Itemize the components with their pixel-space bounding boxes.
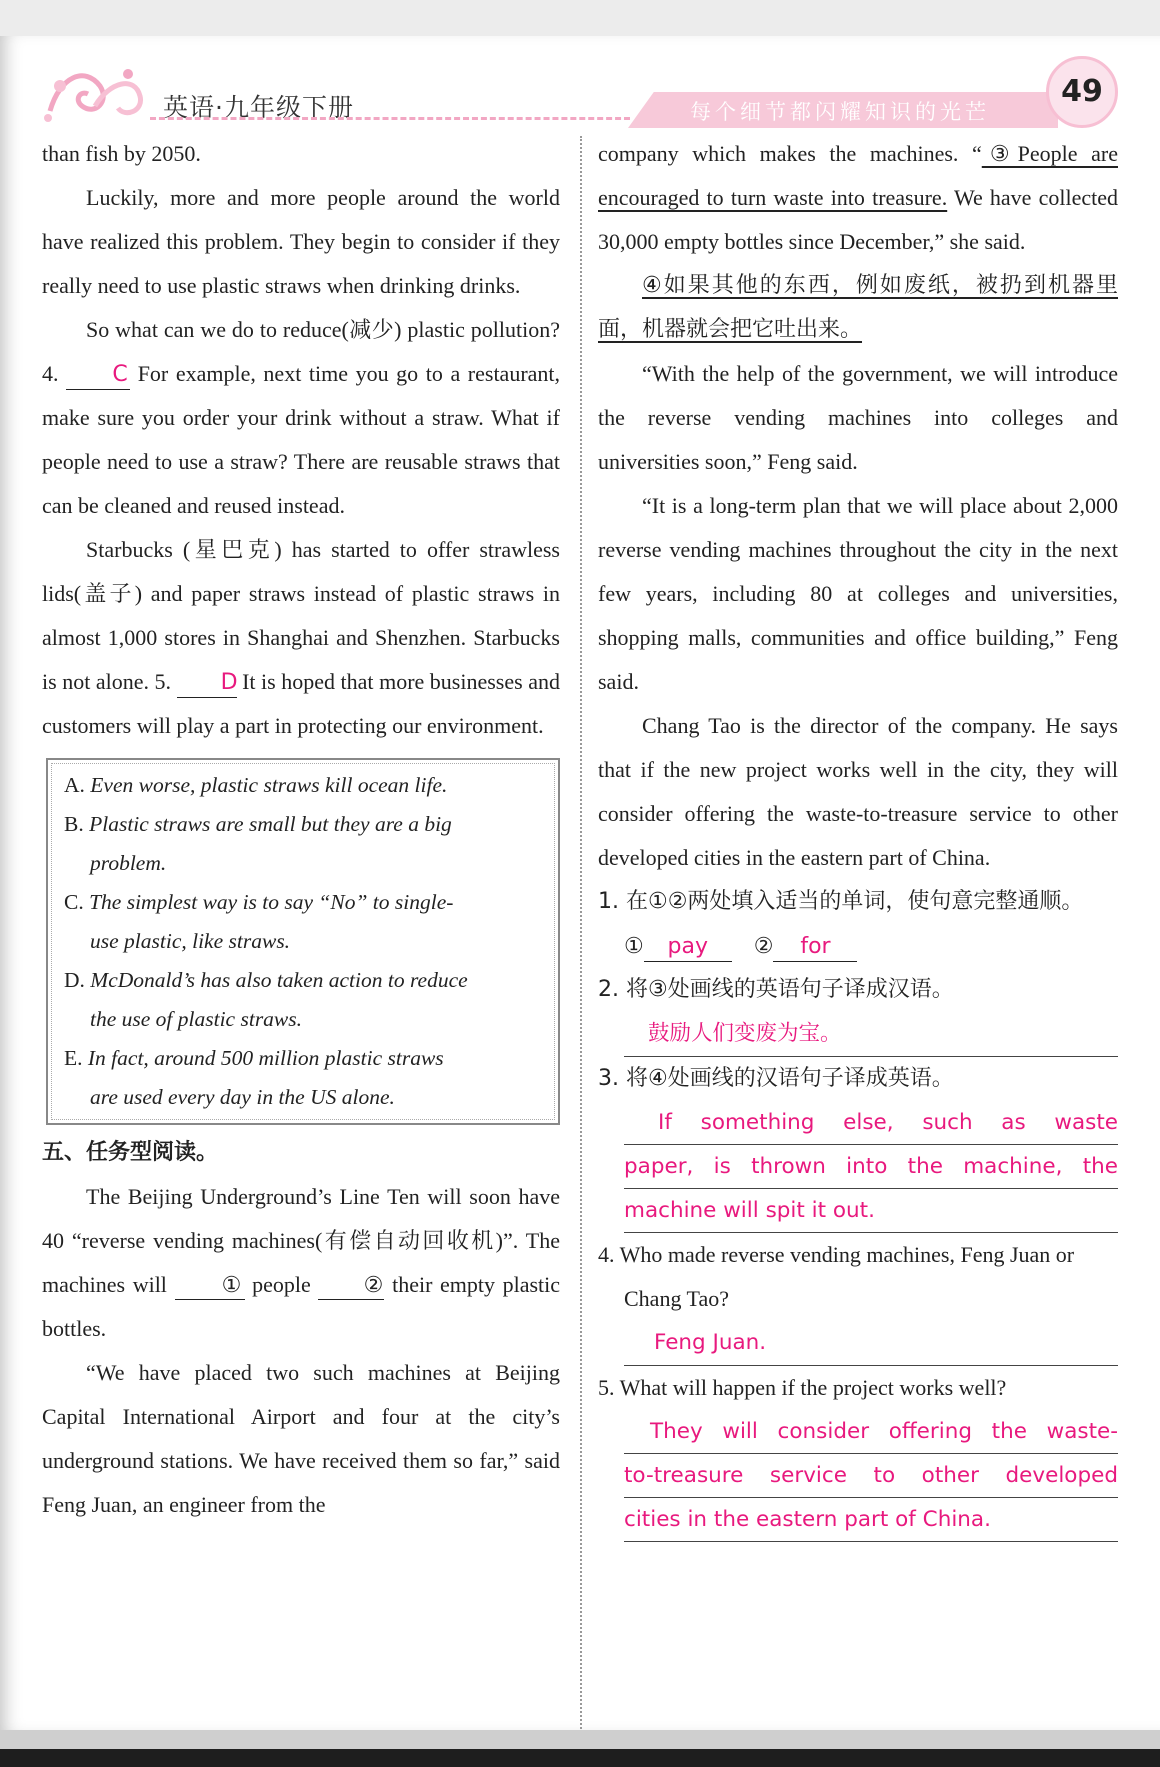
top-margin — [0, 0, 1160, 36]
question-1: 1. 在①②两处填入适当的单词，使句意完整通顺。 — [598, 889, 1084, 914]
answer-blank-5: D — [177, 669, 237, 698]
question-1-answers: ① pay ② for — [598, 924, 1118, 968]
header-dashed-line — [150, 117, 630, 120]
underlined-sentence-3: ③People are encouraged to turn waste into treasure. — [598, 141, 1118, 210]
blank-1: ① — [175, 1271, 245, 1300]
option-c: C. The simplest way is to say “No” to single- — [64, 890, 454, 914]
blank-2: ② — [318, 1271, 384, 1300]
workbook-page — [0, 36, 1160, 1730]
question-5: 5. What will happen if the project works well? — [598, 1375, 1007, 1400]
bottom-margin — [0, 1730, 1160, 1767]
underlined-sentence-4: ④如果其他的东西，例如废纸，被扔到机器里面，机器就会把它吐出来。 — [598, 273, 1118, 342]
column-divider — [580, 136, 582, 1736]
left-column — [42, 132, 560, 1527]
option-e-cont: are used every day in the US alone. — [90, 1085, 395, 1109]
answer-1: pay — [644, 933, 732, 962]
option-b-cont: problem. — [90, 851, 167, 875]
option-e: E. In fact, around 500 million plastic straws — [64, 1046, 444, 1070]
page-number: 49 — [1061, 74, 1103, 109]
option-c-cont: use plastic, like straws. — [90, 929, 291, 953]
option-b: B. Plastic straws are small but they are a big — [64, 812, 452, 836]
motto-text: 每个细节都闪耀知识的光芒 — [690, 100, 990, 124]
paragraph: “It is a long-term plan that we will place about 2,000 reverse vending machines throughout the city in the next few years, including 80 at colleges and universities, shopping malls, communities and office building,” Feng said. — [598, 493, 1118, 694]
paragraph: The Beijing Underground’s Line Ten will soon have 40 “reverse vending machines(有偿自动回收机)”. The machines will ① people ② their empty plastic bottles. — [42, 1184, 561, 1341]
option-d: D. McDonald’s has also taken action to reduce — [64, 968, 468, 992]
paragraph: than fish by 2050. — [42, 141, 201, 166]
question-2-answer: 鼓励人们变废为宝。 — [624, 1012, 1118, 1057]
paragraph: “With the help of the government, we will introduce the reverse vending machines into colleges and universities soon,” Feng said. — [598, 361, 1118, 474]
question-3-answer: If something else, such as waste paper, is thrown into the machine, the machine will spit it out. — [624, 1101, 1118, 1233]
page-header — [0, 36, 1160, 136]
paragraph: company which makes the machines. “③People are encouraged to turn waste into treasure. We have collected 30,000 empty bottles since December,” she said. — [598, 141, 1118, 254]
question-2: 2. 将③处画线的英语句子译成汉语。 — [598, 977, 954, 1002]
section-title: 五、任务型阅读。 — [42, 1140, 219, 1165]
book-title: 英语·九年级下册 — [163, 93, 354, 122]
paragraph: Luckily, more and more people around the world have realized this problem. They begin to consider if they really need to use plastic straws when drinking drinks. — [42, 185, 560, 298]
option-d-cont: the use of plastic straws. — [90, 1007, 303, 1031]
paragraph: So what can we do to reduce(减少) plastic pollution? 4. C For example, next time you go to a restaurant, make sure you order your drink without a straw. What if people need to use a straw? There are reusable straws that can be cleaned and reused instead. — [42, 317, 561, 518]
question-4: 4. Who made reverse vending machines, Feng Juan or Chang Tao? — [598, 1242, 1075, 1311]
floral-ornament-icon — [40, 56, 150, 126]
paragraph: Starbucks (星巴克) has started to offer strawless lids(盖子) and paper straws instead of plastic straws in almost 1,000 stores in Shanghai and Shenzhen. Starbucks is not alone. 5. D It is hoped that more businesses and customers will play a part in protecting our environment. — [42, 537, 560, 738]
options-box — [46, 758, 560, 1125]
question-5-answer: They will consider offering the waste- to-treasure service to other developed cities in the eastern part of China. — [624, 1410, 1118, 1542]
paragraph: “We have placed two such machines at Beijing Capital International Airport and four at the city’s underground stations. We have received them so far,” said Feng Juan, an engineer from the — [42, 1360, 560, 1517]
question-4-answer: Feng Juan. — [624, 1321, 1118, 1366]
answer-blank-4: C — [66, 361, 130, 390]
paragraph — [598, 264, 1118, 352]
option-a: A. Even worse, plastic straws kill ocean life. — [64, 773, 448, 797]
answer-2: for — [773, 933, 857, 962]
question-3: 3. 将④处画线的汉语句子译成英语。 — [598, 1066, 954, 1091]
right-column — [598, 132, 1118, 1542]
paragraph: Chang Tao is the director of the company. He says that if the new project works well in the city, they will consider offering the waste-to-treasure service to other developed cities in the eastern part of China. — [598, 713, 1118, 870]
